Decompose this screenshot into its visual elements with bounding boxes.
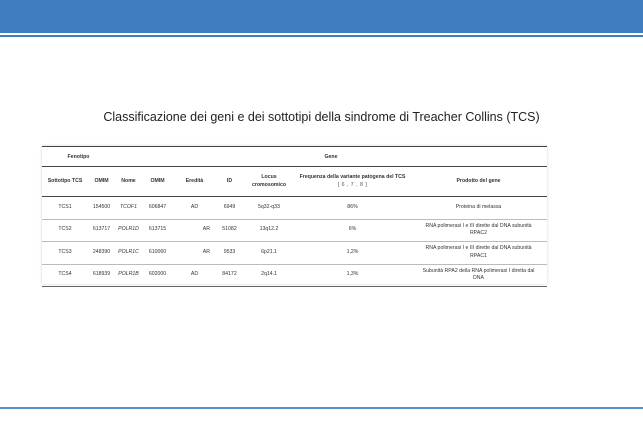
cell-prodotto: Subunità RPA2 della RNA polimerasi I diretta dal DNA <box>410 264 547 287</box>
table-row <box>42 264 547 287</box>
cell-sottotipo: TCS3 <box>42 242 88 265</box>
col-header-locus: Locus cromosomico <box>243 167 295 197</box>
col-header-id: ID <box>216 167 243 197</box>
cell-eredita: AD <box>173 197 216 220</box>
classification-table-card <box>42 146 547 284</box>
frequenza-references-link[interactable]: [ 6 , 7 , 8 ] <box>337 181 368 188</box>
col-header-sottotipo: Sottotipo TCS <box>42 167 88 197</box>
top-banner <box>0 0 643 33</box>
cell-prodotto: RNA polimerasi I e III dirette dal DNA subunità RPAC2 <box>410 219 547 242</box>
cell-locus: 2q14.1 <box>243 264 295 287</box>
cell-nome: POLR1B <box>115 264 142 287</box>
col-header-prodotto: Prodotto del gene <box>410 167 547 197</box>
col-header-eredita: Eredità <box>173 167 216 197</box>
group-header-fenotipo: Fenotipo <box>42 147 115 167</box>
cell-omim-fenotipo: 618939 <box>88 264 115 287</box>
cell-locus: 13q12.2 <box>243 219 295 242</box>
classification-table <box>42 146 547 287</box>
cell-id: 84172 <box>216 264 243 287</box>
cell-omim-gene: 613715 <box>142 219 173 242</box>
cell-omim-fenotipo: 613717 <box>88 219 115 242</box>
group-header-gene: Gene <box>115 147 547 167</box>
table-row <box>42 242 547 265</box>
cell-id: 6949 <box>216 197 243 220</box>
frequenza-label: Frequenza della variante patogena del TCS <box>299 173 406 180</box>
page-title: Classificazione dei geni e dei sottotipi della sindrome di Treacher Collins (TCS) <box>103 110 540 124</box>
cell-frequenza: 6% <box>295 219 410 242</box>
cell-locus: 5q32-q33 <box>243 197 295 220</box>
cell-sottotipo: TCS2 <box>42 219 88 242</box>
cell-omim-fenotipo: 248390 <box>88 242 115 265</box>
cell-id: 9533 <box>216 242 243 265</box>
bottom-divider <box>0 407 643 409</box>
col-header-omim-gene: OMIM <box>142 167 173 197</box>
col-header-frequenza <box>295 167 410 197</box>
cell-sottotipo: TCS4 <box>42 264 88 287</box>
table-row <box>42 197 547 220</box>
top-divider <box>0 35 643 37</box>
cell-prodotto: Proteina di melassa <box>410 197 547 220</box>
cell-id: 51082 <box>216 219 243 242</box>
col-header-omim-fenotipo: OMIM <box>88 167 115 197</box>
cell-frequenza: 1,3% <box>295 264 410 287</box>
cell-nome: TCOF1 <box>115 197 142 220</box>
cell-frequenza: 86% <box>295 197 410 220</box>
cell-nome: POLR1C <box>115 242 142 265</box>
cell-eredita: AD <box>173 264 216 287</box>
cell-sottotipo: TCS1 <box>42 197 88 220</box>
table-row <box>42 219 547 242</box>
cell-omim-gene: 610060 <box>142 242 173 265</box>
col-header-nome: Nome <box>115 167 142 197</box>
cell-locus: 6p21.1 <box>243 242 295 265</box>
cell-eredita: AR <box>173 242 216 265</box>
cell-eredita: AR <box>173 219 216 242</box>
cell-prodotto: RNA polimerasi I e III dirette dal DNA subunità RPAC1 <box>410 242 547 265</box>
cell-frequenza: 1,2% <box>295 242 410 265</box>
cell-omim-gene: 602000 <box>142 264 173 287</box>
cell-nome: POLR1D <box>115 219 142 242</box>
cell-omim-fenotipo: 154500 <box>88 197 115 220</box>
cell-omim-gene: 606847 <box>142 197 173 220</box>
